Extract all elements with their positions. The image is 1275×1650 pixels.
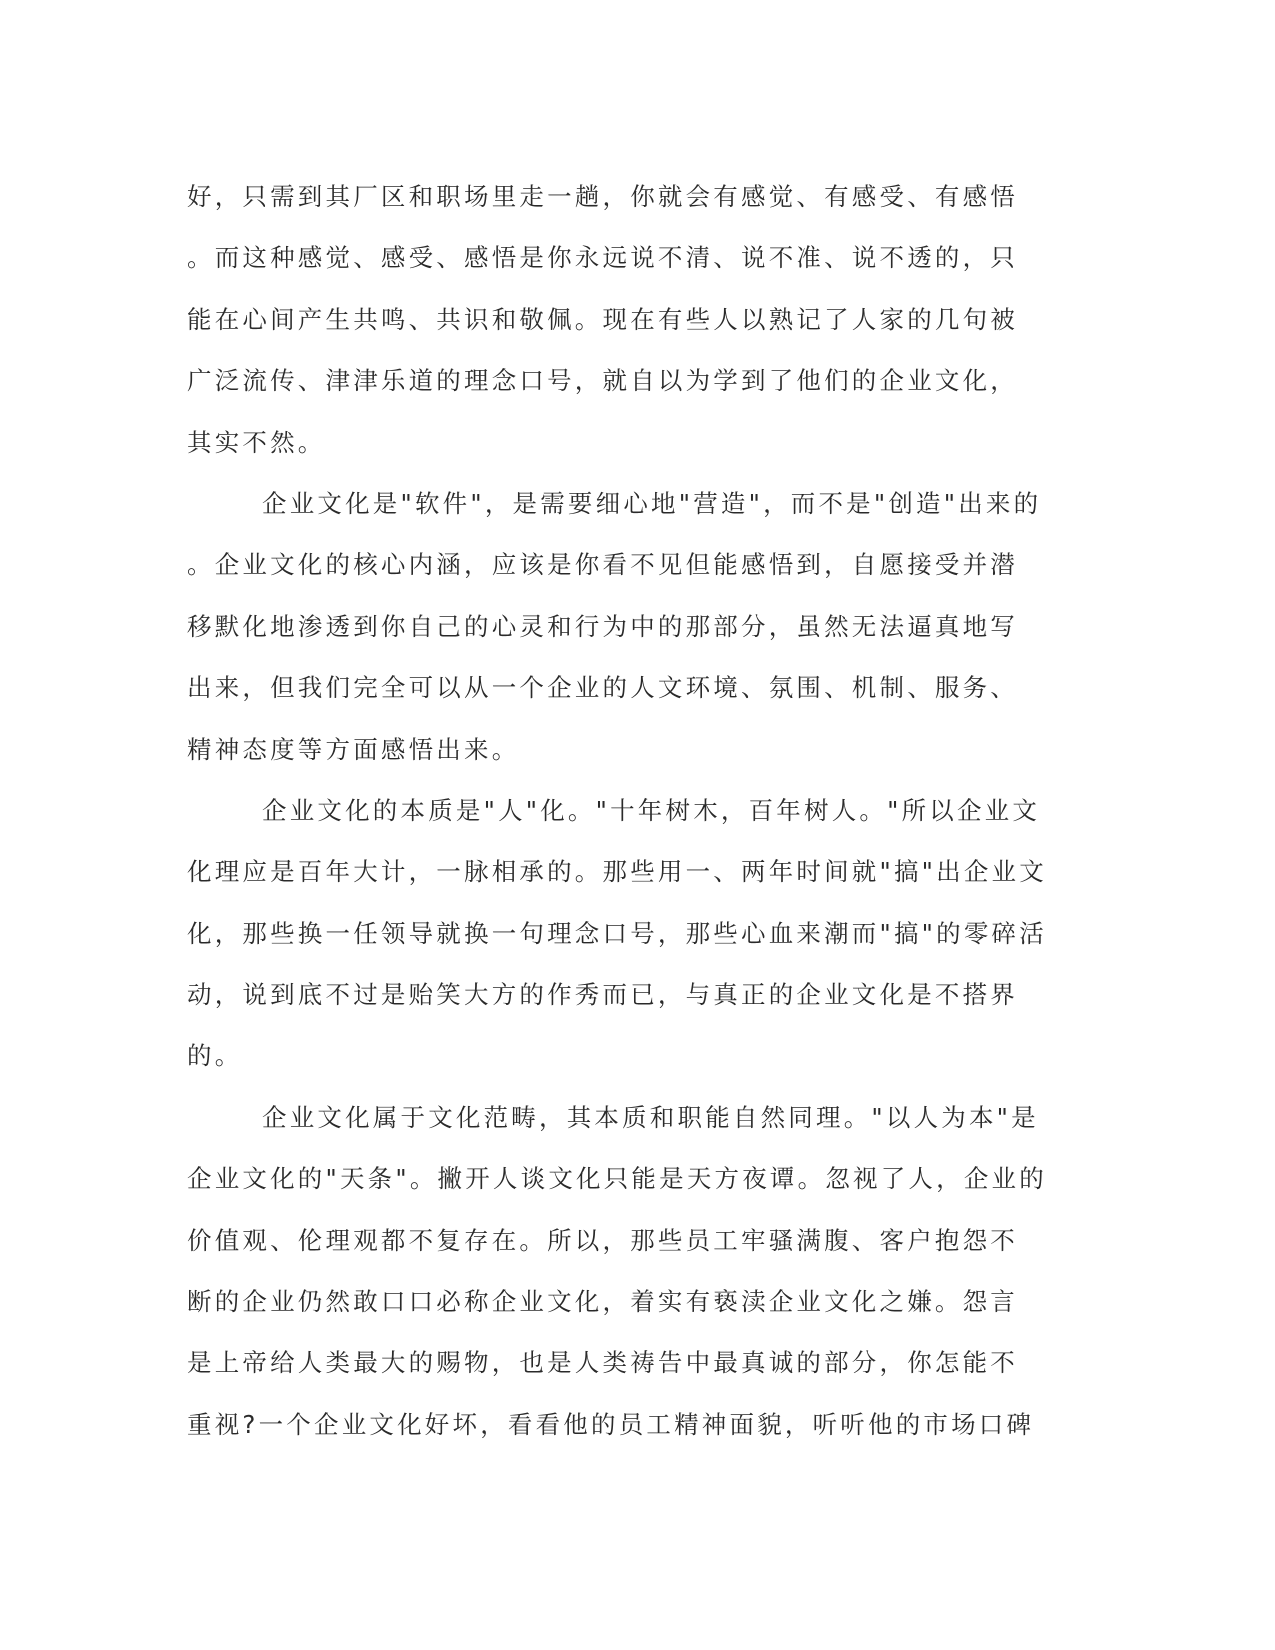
- text-line: 。而这种感觉、感受、感悟是你永远说不清、说不准、说不透的，只: [187, 243, 1018, 273]
- text-line: 精神态度等方面感悟出来。: [187, 734, 520, 764]
- text-line: 广泛流传、津津乐道的理念口号，就自以为学到了他们的企业文化，: [187, 366, 1018, 396]
- text-line: 断的企业仍然敢口口必称企业文化，着实有亵渎企业文化之嫌。怨言: [187, 1287, 1018, 1317]
- text-line: 化理应是百年大计，一脉相承的。那些用一、两年时间就"搞"出企业文: [187, 857, 1047, 887]
- text-line: 移默化地渗透到你自己的心灵和行为中的那部分，虽然无法逼真地写: [187, 611, 1018, 641]
- text-line: 价值观、伦理观都不复存在。所以，那些员工牢骚满腹、客户抱怨不: [187, 1225, 1018, 1255]
- text-line: 是上帝给人类最大的赐物，也是人类祷告中最真诚的部分，你怎能不: [187, 1348, 1018, 1378]
- text-line: 能在心间产生共鸣、共识和敬佩。现在有些人以熟记了人家的几句被: [187, 304, 1018, 334]
- text-line: 的。: [187, 1041, 243, 1071]
- document-body: [187, 166, 1087, 1455]
- text-line: 重视?一个企业文化好坏，看看他的员工精神面貌，听听他的市场口碑: [187, 1409, 1035, 1439]
- text-line: 化，那些换一任领导就换一句理念口号，那些心血来潮而"搞"的零碎活: [187, 918, 1047, 948]
- text-line: 。企业文化的核心内涵，应该是你看不见但能感悟到，自愿接受并潜: [187, 550, 1018, 580]
- paragraph-2: [187, 473, 1087, 780]
- paragraph-3: [187, 780, 1087, 1087]
- paragraph-1: [187, 166, 1087, 473]
- text-line: 企业文化属于文化范畴，其本质和职能自然同理。"以人为本"是: [262, 1102, 1039, 1132]
- text-line: 出来，但我们完全可以从一个企业的人文环境、氛围、机制、服务、: [187, 673, 1018, 703]
- text-line: 企业文化是"软件"，是需要细心地"营造"，而不是"创造"出来的: [262, 488, 1042, 518]
- text-line: 好，只需到其厂区和职场里走一趟，你就会有感觉、有感受、有感悟: [187, 182, 1018, 211]
- text-line: 企业文化的本质是"人"化。"十年树木，百年树人。"所以企业文: [262, 795, 1041, 825]
- text-line: 其实不然。: [187, 427, 326, 457]
- paragraph-4: [187, 1087, 1087, 1455]
- text-line: 企业文化的"天条"。撇开人谈文化只能是天方夜谭。忽视了人，企业的: [187, 1164, 1047, 1194]
- text-line: 动，说到底不过是贻笑大方的作秀而已，与真正的企业文化是不搭界: [187, 980, 1018, 1010]
